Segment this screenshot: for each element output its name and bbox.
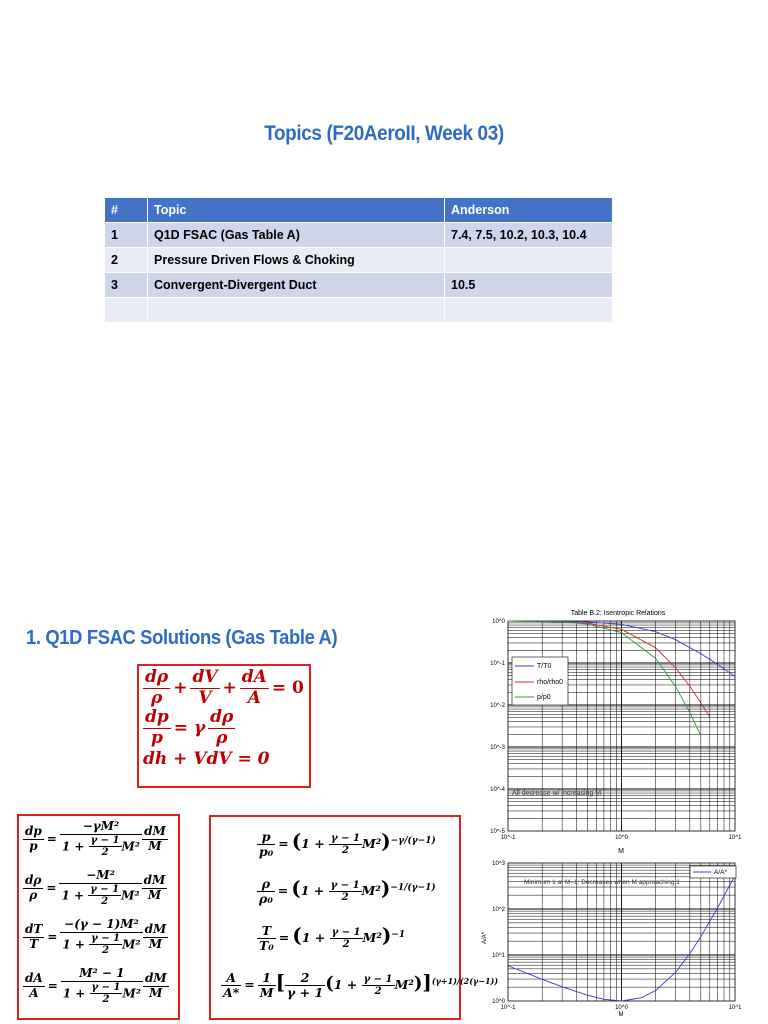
x-tick-label: 10^0 bbox=[615, 1005, 628, 1011]
table-cell bbox=[445, 298, 613, 323]
governing-equations-box bbox=[137, 664, 311, 788]
continuity-equation: $\frac{d\rho}{\rho}$ + $\frac{dV}{V}$ + $\frac{dA}{A}$ = 0 bbox=[145, 667, 304, 708]
x-tick-label: 10^-1 bbox=[500, 835, 516, 841]
section-title: 1. Q1D FSAC Solutions (Gas Table A) bbox=[26, 627, 338, 649]
page-title: Topics (F20AeroII, Week 03) bbox=[264, 122, 504, 145]
table-cell bbox=[445, 248, 613, 273]
y-tick-label: 10^-1 bbox=[490, 661, 505, 667]
isentropic-relations-chart bbox=[478, 604, 760, 856]
column-header: Topic bbox=[148, 198, 445, 223]
temperature-ratio-relation: $\frac{T}{\text{T₀}}$ = (1 + $\frac{\gamma - 1}{2}$ M²)$^{-1}$ bbox=[259, 922, 406, 953]
differential-relations-box bbox=[17, 814, 180, 1020]
legend-label: p/p0 bbox=[537, 694, 551, 701]
y-tick-label: 10^-2 bbox=[490, 703, 505, 709]
y-axis-label: A/A* bbox=[482, 931, 488, 945]
column-header: # bbox=[105, 198, 148, 223]
table-cell bbox=[105, 298, 148, 323]
dp-relation: $\frac{dp}{p}$ = −γM² 1 + $\frac{\gamma - 1}{2}$ M² $\frac{dM}{M}$ bbox=[25, 819, 166, 859]
table-row bbox=[105, 223, 613, 248]
area-ratio-chart bbox=[478, 858, 760, 1018]
legend-label: rho/rho0 bbox=[537, 679, 564, 686]
x-tick-label: 10^1 bbox=[728, 835, 742, 841]
area-ratio-relation: $\frac{A}{A*}$ = $\frac{1}{M}$ [ $\frac{2}{\gamma + 1}$ (1 + $\frac{\gamma - 1}{2}$ M²)]$^{(\gamma+1)/(2(\gamma-1))}$ bbox=[223, 969, 499, 1000]
isentropic-equation: $\frac{dp}{p}$ = γ $\frac{d\rho}{\rho}$ bbox=[145, 707, 234, 748]
y-tick-label: 10^-4 bbox=[490, 787, 505, 793]
x-tick-label: 10^-1 bbox=[500, 1005, 516, 1011]
dA-relation: $\frac{dA}{A}$ = M² − 1 1 + $\frac{\gamma - 1}{2}$ M² $\frac{dM}{M}$ bbox=[25, 966, 167, 1006]
table-row bbox=[105, 273, 613, 298]
table-header-row bbox=[105, 198, 613, 223]
legend-label: A/A* bbox=[714, 869, 728, 876]
table-cell: 2 bbox=[105, 248, 148, 273]
y-tick-label: 10^2 bbox=[492, 907, 505, 913]
chart-legend bbox=[512, 657, 568, 705]
y-tick-label: 10^3 bbox=[492, 861, 505, 867]
topics-table bbox=[105, 198, 613, 322]
legend-label: T/T0 bbox=[537, 663, 552, 670]
x-tick-label: 10^0 bbox=[615, 835, 628, 841]
dT-relation: $\frac{dT}{T}$ = −(γ − 1)M² 1 + $\frac{\gamma - 1}{2}$ M² $\frac{dM}{M}$ bbox=[25, 917, 167, 957]
y-tick-label: 10^-3 bbox=[490, 745, 505, 751]
table-row bbox=[105, 248, 613, 273]
table-row bbox=[105, 298, 613, 323]
pressure-ratio-relation: $\frac{p}{\text{p₀}}$ = (1 + $\frac{\gamma - 1}{2}$ M²)$^{-\gamma/(\gamma-1)}$ bbox=[259, 828, 436, 859]
y-tick-label: 10^0 bbox=[492, 619, 505, 625]
table-cell bbox=[148, 298, 445, 323]
chart-legend bbox=[690, 866, 736, 878]
table-cell: 10.5 bbox=[445, 273, 613, 298]
table-cell: 1 bbox=[105, 223, 148, 248]
table-cell: Q1D FSAC (Gas Table A) bbox=[148, 223, 445, 248]
x-tick-label: 10^1 bbox=[728, 1005, 742, 1011]
density-ratio-relation: $\frac{\rho}{\text{ρ₀}}$ = (1 + $\frac{\gamma - 1}{2}$ M²)$^{-1/(\gamma-1)}$ bbox=[259, 875, 436, 906]
column-header: Anderson bbox=[445, 198, 613, 223]
table-cell: 7.4, 7.5, 10.2, 10.3, 10.4 bbox=[445, 223, 613, 248]
table-cell: Pressure Driven Flows & Choking bbox=[148, 248, 445, 273]
x-axis-label: M bbox=[618, 1012, 624, 1018]
chart-annotation: All decrease w/ increasing M bbox=[512, 790, 602, 797]
chart-title: Table B.2: Isentropic Relations bbox=[570, 610, 666, 617]
table-cell: Convergent-Divergent Duct bbox=[148, 273, 445, 298]
x-axis-label: M bbox=[618, 848, 624, 855]
y-tick-label: 10^1 bbox=[492, 953, 505, 959]
energy-equation: dh + VdV = 0 bbox=[143, 749, 270, 770]
y-tick-label: 10^0 bbox=[492, 999, 505, 1005]
y-tick-label: 10^-5 bbox=[490, 829, 505, 835]
drho-relation: $\frac{d\rho}{\rho}$ = −M² 1 + $\frac{\gamma - 1}{2}$ M² $\frac{dM}{M}$ bbox=[25, 868, 166, 908]
table-cell: 3 bbox=[105, 273, 148, 298]
chart-annotation: Minimum 1 at M=1; Decreases when M approaching 1 bbox=[524, 879, 680, 886]
